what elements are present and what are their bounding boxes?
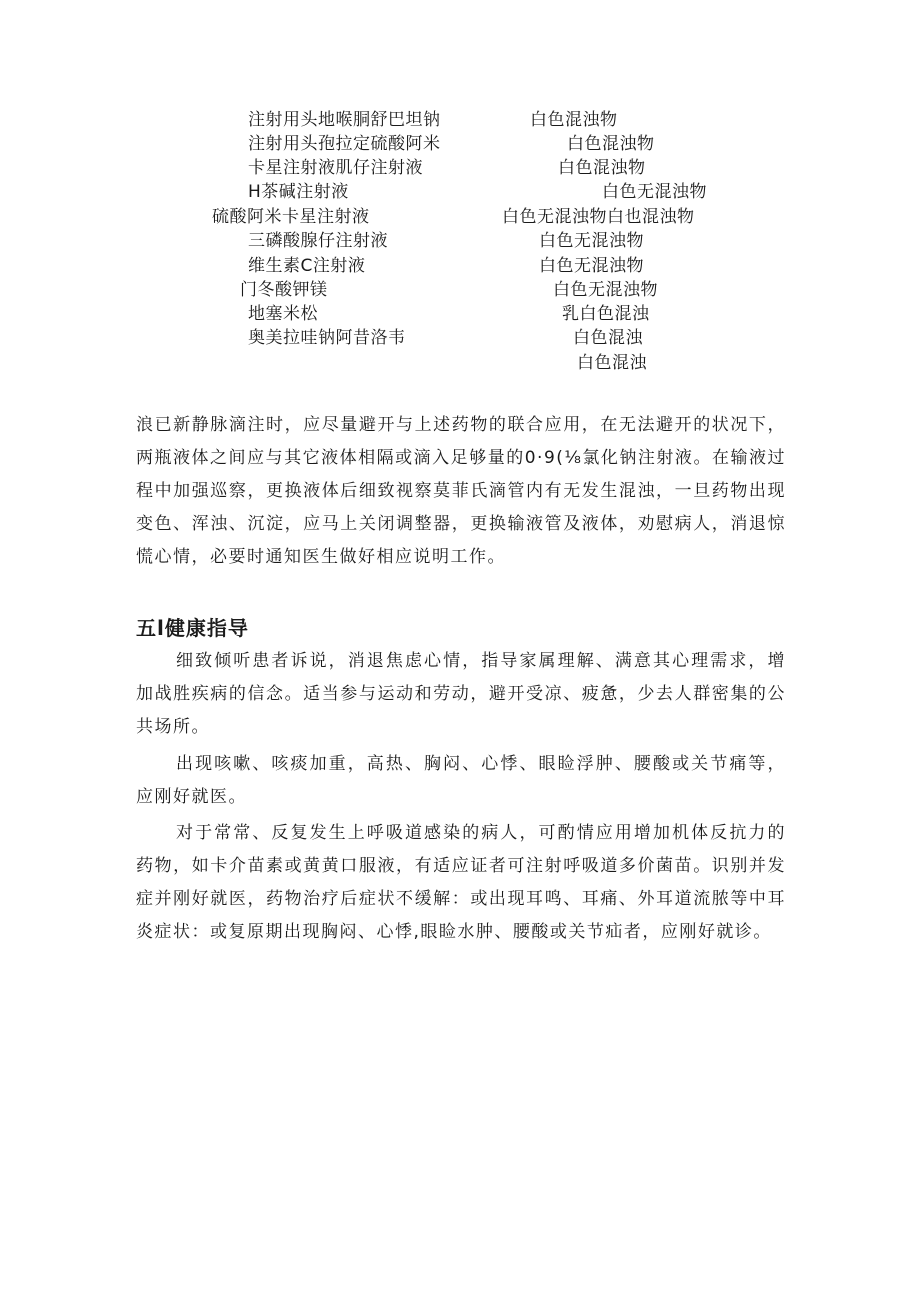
- drug-name: 三磷酸腺仔注射液: [248, 231, 388, 251]
- reaction-result: 白色混浊: [577, 353, 647, 373]
- reaction-result: 白色无混浊物: [539, 256, 644, 276]
- drug-name: 地塞米松: [248, 304, 318, 324]
- drug-name: 注射用头地喉胴舒巴坦钠: [248, 110, 441, 130]
- drug-name: 硫酸阿米卡星注射液: [212, 207, 370, 227]
- reaction-result: 白色无混浊物白也混浊物: [502, 207, 695, 227]
- reaction-result: 白色混浊物: [530, 110, 618, 130]
- drug-name: 门冬酸钾镁: [240, 280, 328, 300]
- drug-name: H茶碱注射液: [248, 182, 349, 202]
- body-paragraph: 浪已新静脉滴注时，应尽量避开与上述药物的联合应用，在无法避开的状况下，两瓶液体之间应与其它液体相隔或滴入足够量的0·9(⅛氯化钠注射液。在输液过程中加强巡察，更换液体后细致视察莫菲氏滴管内有无发生混浊，一旦药物出现变色、浑浊、沉淀，应马上关闭调整器，更换输液管及液体，劝慰病人，消退惊慌心情，必要时通知医生做好相应说明工作。: [136, 415, 786, 567]
- reaction-result: 白色混浊物: [567, 134, 655, 154]
- reaction-result: 白色混浊: [573, 328, 643, 348]
- reaction-result: 白色无混浊物: [553, 280, 658, 300]
- drug-name: 卡星注射液肌仔注射液: [248, 158, 423, 178]
- drug-name: 奥美拉哇钠阿昔洛韦: [248, 328, 406, 348]
- reaction-result: 白色无混浊物: [539, 231, 644, 251]
- section-heading: 五l健康指导: [136, 616, 249, 640]
- body-paragraph: 出现咳嗽、咳痰加重，高热、胸闷、心悸、眼睑浮肿、腰酸或关节痛等，应刚好就医。: [136, 754, 786, 807]
- drug-name: 注射用头孢拉定硫酸阿米: [248, 134, 441, 154]
- reaction-result: 白色混浊物: [558, 158, 646, 178]
- body-paragraph: 细致倾听患者诉说，消退焦虑心情，指导家属理解、满意其心理需求，增加战胜疾病的信念。适当参与运动和劳动，避开受凉、疲惫，少去人群密集的公共场所。: [136, 651, 786, 737]
- body-paragraph: 对于常常、反复发生上呼吸道感染的病人，可酌情应用增加机体反抗力的药物，如卡介苗素或黄黄口服液，有适应证者可注射呼吸道多价菌苗。识别并发症并刚好就医，药物治疗后症状不缓解：或出现耳鸣、耳痛、外耳道流脓等中耳炎症状：或复原期出现胸闷、心悸,眼睑水肿、腰酸或关节疝者，应刚好就诊。: [136, 823, 786, 942]
- drug-name: 维生素C注射液: [248, 256, 366, 276]
- reaction-result: 白色无混浊物: [602, 182, 707, 202]
- reaction-result: 乳白色混浊: [562, 304, 650, 324]
